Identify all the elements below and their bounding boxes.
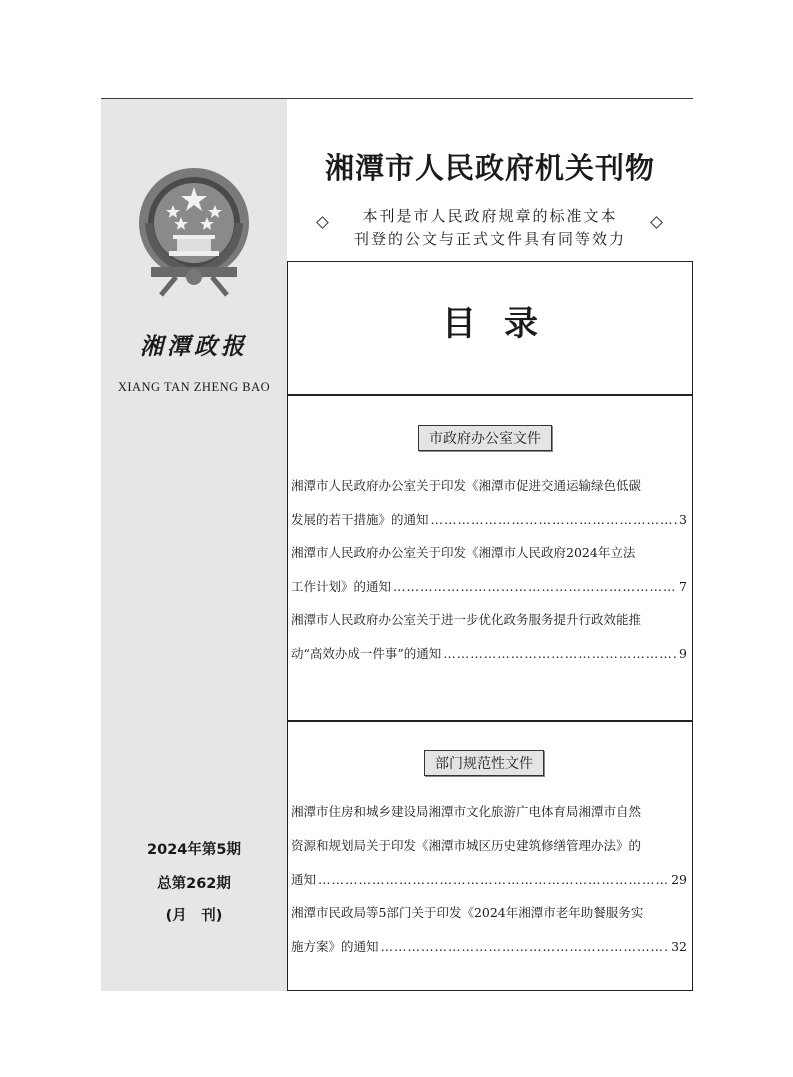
page-number: 7 (679, 579, 687, 594)
divider (287, 720, 693, 722)
toc-entry[interactable] (291, 896, 687, 964)
section-label: 部门规范性文件 (424, 750, 544, 776)
publication-title-en: XIANG TAN ZHENG BAO (117, 380, 271, 394)
entry-text: 通知 (291, 872, 317, 887)
issue-number: 2024年第5期 (147, 842, 241, 858)
publication-frequency: (月 刊) (165, 908, 223, 924)
leader-dots (443, 637, 677, 671)
entry-text: 湘潭市民政局等5部门关于印发《2024年湘潭市老年助餐服务实 (291, 905, 644, 920)
entry-text: 动“高效办成一件事”的通知 (291, 646, 442, 661)
total-issue-number: 总第262期 (157, 876, 231, 892)
leader-dots (393, 570, 677, 604)
section-label: 市政府办公室文件 (418, 425, 552, 451)
entry-text: 工作计划》的通知 (291, 579, 392, 594)
toc-title: 目录 (442, 304, 566, 344)
entry-text: 发展的若干措施》的通知 (291, 512, 429, 527)
tagline-line-2: 刊登的公文与正式文件具有同等效力 (353, 230, 626, 248)
entry-text: 湘潭市住房和城乡建设局湘潭市文化旅游广电体育局湘潭市自然 (291, 804, 642, 819)
page-number: 29 (671, 872, 687, 887)
leader-dots (431, 503, 678, 537)
entry-text: 湘潭市人民政府办公室关于印发《湘潭市促进交通运输绿色低碳 (291, 478, 642, 493)
toc-entry[interactable] (291, 469, 687, 537)
tagline-line-1: 本刊是市人民政府规章的标准文本 (362, 207, 618, 225)
national-emblem-icon (131, 165, 257, 300)
divider (287, 394, 693, 396)
toc-entry[interactable] (291, 603, 687, 671)
page-number: 3 (679, 512, 687, 527)
toc-entry[interactable] (291, 536, 687, 604)
entry-text: 湘潭市人民政府办公室关于印发《湘潭市人民政府2024年立法 (291, 545, 636, 560)
entry-text: 资源和规划局关于印发《湘潭市城区历史建筑修缮管理办法》的 (291, 838, 642, 853)
leader-dots (381, 930, 670, 964)
page-number: 32 (671, 939, 687, 954)
publication-title: 湘潭政报 (140, 333, 248, 360)
toc-entry[interactable] (291, 795, 687, 897)
page-headline: 湘潭市人民政府机关刊物 (324, 151, 655, 185)
entry-text: 施方案》的通知 (291, 939, 379, 954)
leader-dots (318, 863, 669, 897)
page-number: 9 (679, 646, 687, 661)
entry-text: 湘潭市人民政府办公室关于进一步优化政务服务提升行政效能推 (291, 612, 642, 627)
